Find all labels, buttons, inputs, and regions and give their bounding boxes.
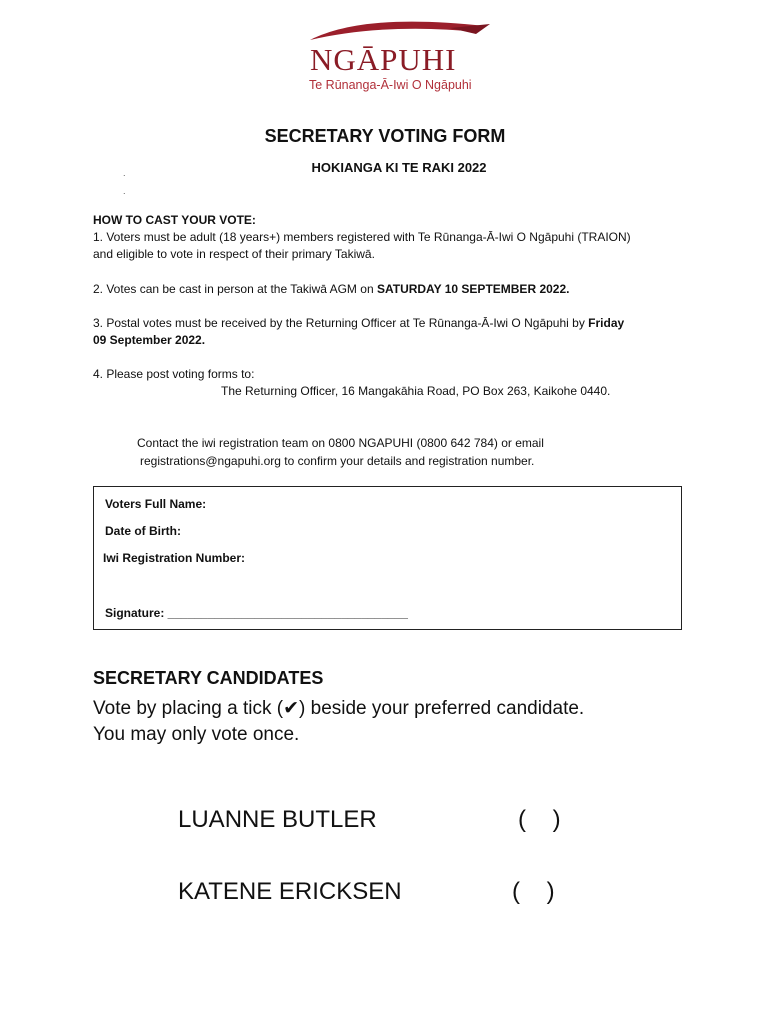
contact-line-2: registrations@ngapuhi.org to confirm your details and registration number. — [140, 454, 535, 468]
instruction-3-line-1 — [93, 315, 624, 332]
form-subtitle: HOKIANGA KI TE RAKI 2022 — [311, 160, 487, 175]
postal-address: The Returning Officer, 16 Mangakāhia Road, PO Box 263, Kaikohe 0440. — [221, 384, 611, 398]
tick-instruction: Vote by placing a tick (✔) beside your preferred candidate. — [93, 698, 585, 719]
stray-dot: . — [123, 186, 126, 196]
instruction-1-line-2: and eligible to vote in respect of their primary Takiwā. — [93, 247, 375, 261]
candidates-heading: SECRETARY CANDIDATES — [93, 668, 324, 688]
candidate-name-luanne-butler: LUANNE BUTLER — [178, 806, 377, 833]
voter-details-box — [93, 486, 682, 630]
voter-name-field[interactable]: Voters Full Name: — [105, 497, 207, 511]
instruction-4-line-1: 4. Please post voting forms to: — [93, 367, 255, 381]
contact-line-1: Contact the iwi registration team on 0800 NGAPUHI (0800 642 784) or email — [137, 436, 544, 450]
candidate-checkbox-katene-ericksen[interactable]: ( ) — [512, 878, 555, 905]
instruction-1-line-1: 1. Voters must be adult (18 years+) members registered with Te Rūnanga-Ā-Iwi O Ngāpuhi (TRAION) — [93, 230, 631, 244]
instruction-3-text: 3. Postal votes must be received by the Returning Officer at Te Rūnanga-Ā-Iwi O Ngāpuhi by — [93, 316, 589, 330]
instruction-3-date: 09 September 2022. — [93, 333, 206, 347]
instruction-3-day: Friday — [588, 316, 625, 330]
candidate-checkbox-luanne-butler[interactable]: ( ) — [518, 806, 561, 833]
logo-subtitle: Te Rūnanga-Ā-Iwi O Ngāpuhi — [309, 78, 472, 92]
candidates-instructions — [93, 696, 584, 748]
vote-once-instruction: You may only vote once. — [93, 724, 300, 745]
signature-field[interactable]: Signature: ____________________________________ — [105, 606, 408, 620]
candidate-name-katene-ericksen: KATENE ERICKSEN — [178, 878, 402, 905]
instruction-2 — [93, 281, 569, 298]
instructions-heading: HOW TO CAST YOUR VOTE: — [93, 213, 256, 227]
stray-dot: . — [123, 168, 126, 178]
instruction-2-text: 2. Votes can be cast in person at the Takiwā AGM on — [93, 282, 377, 296]
instruction-2-date: SATURDAY 10 SEPTEMBER 2022. — [376, 282, 570, 296]
logo-wordmark: NGĀPUHI — [310, 42, 457, 77]
form-title: SECRETARY VOTING FORM — [264, 126, 506, 146]
registration-number-field[interactable]: Iwi Registration Number: — [103, 551, 246, 565]
dob-field[interactable]: Date of Birth: — [105, 524, 181, 538]
